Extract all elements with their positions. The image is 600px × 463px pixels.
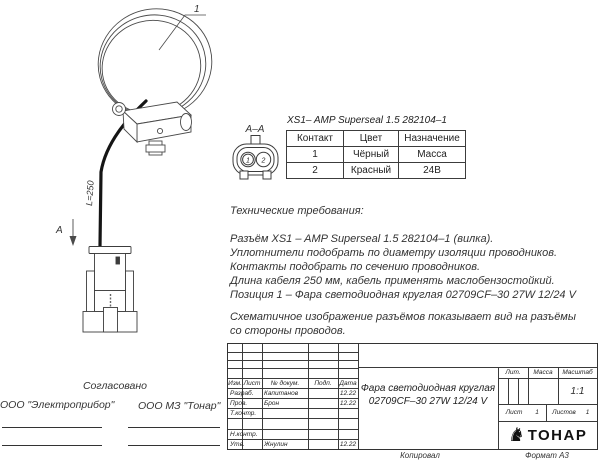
table-header-row: [287, 131, 466, 147]
section-view-a-a: [233, 124, 278, 179]
tech-line: Уплотнители подобрать по диаметру изоляции проводников.: [230, 247, 558, 259]
title-block: [227, 343, 598, 450]
document-title-line1: Фара светодиодная круглая: [360, 383, 496, 394]
cell-purpose-1: Масса: [399, 147, 466, 163]
cell-color-2: Красный: [344, 163, 399, 179]
header-scale: Масштаб: [562, 369, 593, 376]
sign-name: Капитанов: [264, 389, 299, 397]
col-header-contact: Контакт: [287, 131, 344, 147]
tech-line: Позиция 1 – Фара светодиодная круглая 02709CF–30 27W 12/24 V: [230, 289, 576, 301]
header-lit: Лит.: [505, 369, 521, 376]
approval-heading: Согласовано: [82, 380, 148, 392]
signature-line: [128, 445, 220, 446]
section-arrow-label: А: [56, 225, 63, 236]
sheets-label: Листов: [552, 409, 576, 416]
sign-name: Брон: [264, 399, 280, 407]
grid-line: [546, 404, 547, 421]
sign-date: 12.22: [339, 389, 357, 397]
col-header-purpose: Назначение: [399, 131, 466, 147]
tech-requirements: [230, 204, 595, 338]
sheet-label: Лист: [505, 409, 523, 416]
header-mass: Масса: [533, 369, 553, 376]
tech-note: Схематичное изображение разъёмов показывает вид на разъёмы со стороны проводов.: [230, 311, 576, 337]
sign-role: Утв.: [230, 440, 245, 448]
pin-2-label: 2: [261, 157, 266, 165]
grid-line: [228, 352, 358, 353]
header-izm: Изм.: [228, 379, 242, 387]
scale-value: 1:1: [570, 385, 585, 397]
section-arrow: [55, 219, 77, 246]
signature-line: [2, 427, 102, 428]
grid-line: [508, 378, 509, 404]
cell-contact-1: 1: [287, 147, 344, 163]
sign-date: 12.22: [339, 399, 357, 407]
sign-date: 12.22: [339, 440, 357, 448]
col-header-color: Цвет: [344, 131, 399, 147]
tonar-logo: [498, 421, 597, 449]
sign-name: Жнулин: [264, 440, 288, 448]
cable-length-label: L=250: [84, 180, 96, 207]
header-doc: № докум.: [270, 379, 300, 387]
sheets-value: 1: [585, 409, 590, 416]
header-list: Лист: [243, 379, 261, 387]
grid-line: [518, 378, 519, 404]
table-row: [287, 147, 466, 163]
horse-icon: ♞: [507, 424, 525, 446]
sheet-value: 1: [535, 409, 539, 416]
format-label: Формат А3: [525, 451, 569, 460]
grid-line: [228, 418, 358, 419]
tech-line: Длина кабеля 250 мм, кабель применять маслобензостойкий.: [230, 275, 555, 287]
copied-label: Копировал: [400, 451, 440, 460]
table-row: [287, 163, 466, 179]
grid-line: [228, 360, 358, 361]
callout-leader: [159, 15, 206, 50]
tech-line: Разъём XS1 – AMP Superseal 1.5 282104–1 (вилка).: [230, 233, 494, 245]
callout-label: 1: [194, 4, 200, 15]
approval-org-right: ООО МЗ "Тонар": [138, 400, 221, 412]
header-data: Дата: [339, 379, 357, 387]
sign-role: Разраб.: [230, 389, 254, 397]
approval-org-left: ООО "Электроприбор": [0, 399, 115, 411]
grid-line: [228, 368, 358, 369]
header-podp: Подп.: [314, 379, 332, 387]
signature-line: [128, 427, 220, 428]
sign-role: Н.контр.: [230, 430, 258, 438]
tech-line: Контакты подобрать по сечению проводников.: [230, 261, 481, 273]
pin-1-label: 1: [246, 157, 250, 165]
connector-table-title: XS1– AMP Superseal 1.5 282104–1: [287, 115, 447, 126]
cell-purpose-2: 24В: [399, 163, 466, 179]
connector-front-view: [83, 247, 137, 333]
mounting-bracket: [113, 102, 192, 155]
signature-line: [2, 445, 102, 446]
contact-table: [286, 130, 466, 179]
document-title: [359, 382, 497, 408]
tech-heading: Технические требования:: [230, 205, 364, 217]
section-view-title: А–А: [245, 124, 265, 135]
document-title-line2: 02709CF–30 27W 12/24 V: [368, 396, 488, 407]
sign-role: Т.контр.: [230, 409, 257, 417]
cell-color-1: Чёрный: [344, 147, 399, 163]
sign-role: Пров.: [230, 399, 248, 407]
cell-contact-2: 2: [287, 163, 344, 179]
logo-text: ТОНАР: [527, 426, 588, 444]
